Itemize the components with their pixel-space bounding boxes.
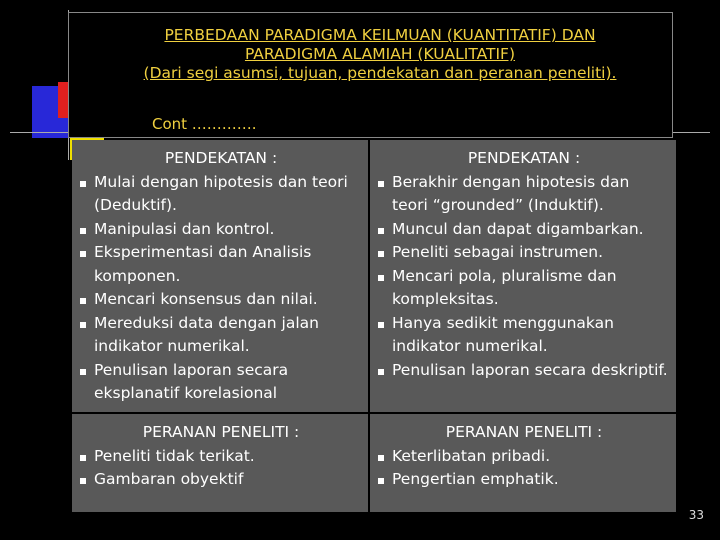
list-item: Berakhir dengan hipotesis dan teori “grounded” (Induktif).: [378, 171, 670, 218]
list-item: Peneliti sebagai instrumen.: [378, 241, 670, 265]
page-number: 33: [688, 508, 704, 522]
title-line-3: (Dari segi asumsi, tujuan, pendekatan dan peranan peneliti).: [143, 64, 617, 82]
right-approach-cell: [370, 140, 676, 412]
list-item: Mulai dengan hipotesis dan teori (Deduktif).: [80, 171, 362, 218]
list-item: Eksperimentasi dan Analisis komponen.: [80, 241, 362, 288]
left-approach-header: PENDEKATAN :: [164, 149, 278, 167]
list-item: Muncul dan dapat digambarkan.: [378, 218, 670, 242]
title-line-2: PARADIGMA ALAMIAH (KUALITATIF): [244, 45, 516, 63]
cont-label: Cont ………….: [152, 115, 257, 133]
list-item: Mencari pola, pluralisme dan kompleksitas.: [378, 265, 670, 312]
right-role-cell: [370, 414, 676, 512]
list-item: Hanya sedikit menggunakan indikator numerikal.: [378, 312, 670, 359]
list-item: Penulisan laporan secara eksplanatif korelasional: [80, 359, 362, 406]
title-line-1: PERBEDAAN PARADIGMA KEILMUAN (KUANTITATIF) DAN: [164, 26, 596, 44]
left-approach-cell: [72, 140, 368, 412]
list-item: Keterlibatan pribadi.: [378, 445, 670, 469]
list-item: Peneliti tidak terikat.: [80, 445, 362, 469]
right-approach-header: PENDEKATAN :: [467, 149, 581, 167]
left-role-header: PERANAN PENELITI :: [142, 423, 300, 441]
list-item: Manipulasi dan kontrol.: [80, 218, 362, 242]
list-item: Penulisan laporan secara deskriptif.: [378, 359, 670, 383]
list-item: Gambaran obyektif: [80, 468, 362, 492]
right-role-header: PERANAN PENELITI :: [445, 423, 603, 441]
list-item: Mereduksi data dengan jalan indikator numerikal.: [80, 312, 362, 359]
list-item: Mencari konsensus dan nilai.: [80, 288, 362, 312]
list-item: Pengertian emphatik.: [378, 468, 670, 492]
left-role-cell: [72, 414, 368, 512]
comparison-table: [72, 140, 676, 512]
slide-title: [70, 26, 690, 83]
